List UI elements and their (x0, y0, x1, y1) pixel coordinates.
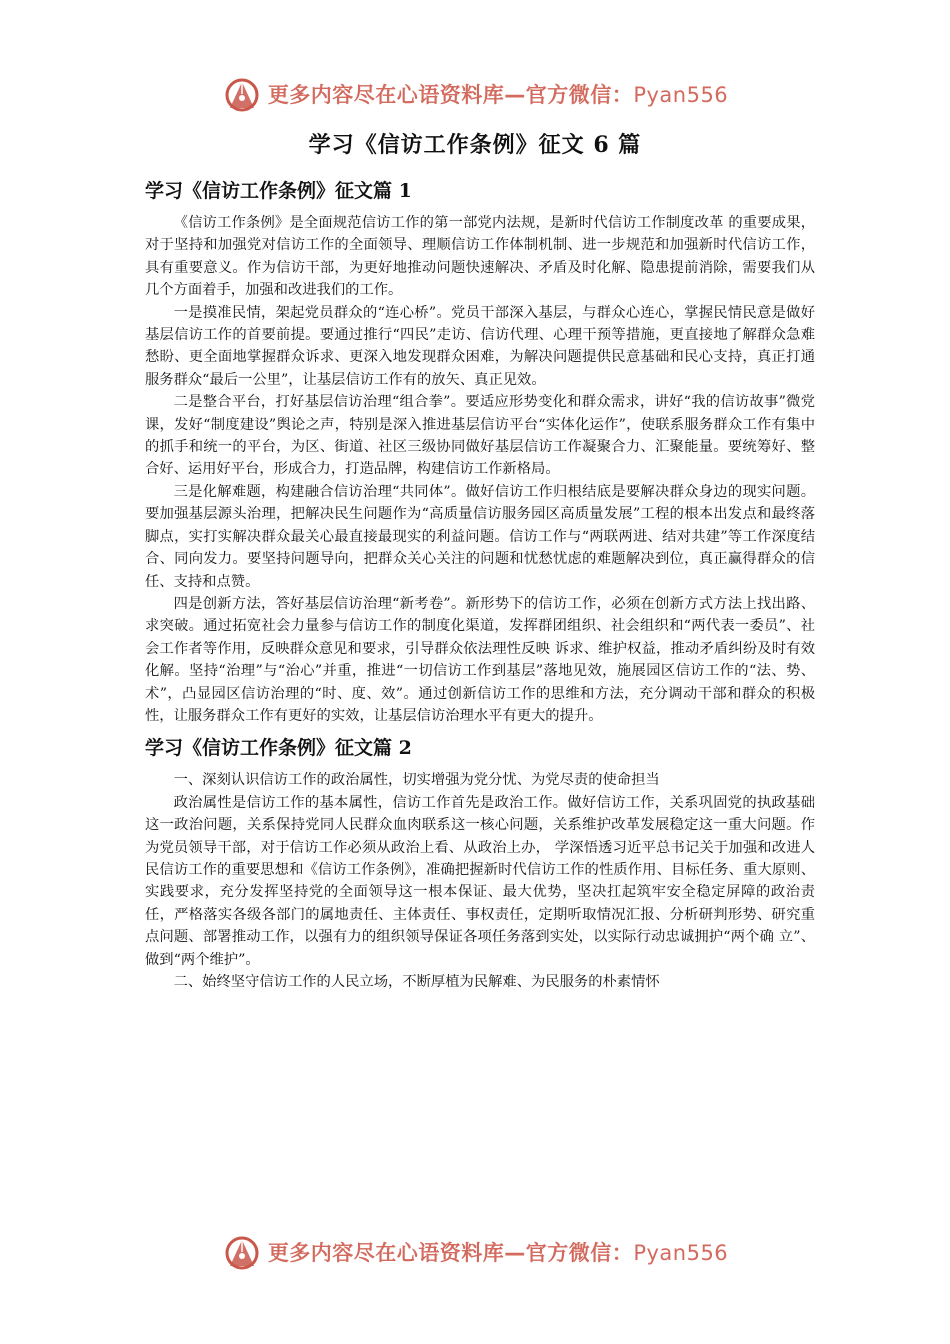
paragraph: 《信访工作条例》是全面规范信访工作的第一部党内法规，是新时代信访工作制度改革 的重要成果，对于坚持和加强党对信访工作的全面领导、理顺信访工作体制机制、进一步规范和加强新时代信访工作，具有重要意义。作为信访干部，为更好地推动问题快速解决、矛盾及时化解、隐患提前消除，需要我们从几个方面着手，加强和改进我们的工作。 (145, 215, 815, 299)
section-heading: 学习《信访工作条例》征文篇 2 (145, 737, 412, 760)
paragraph: 四是创新方法，答好基层信访治理“新考卷”。新形势下的信访工作，必须在创新方式方法上找出路、求突破。通过拓宽社会力量参与信访工作的制度化渠道，发挥群团组织、社会组织和“两代表一委员”、社会工作者等作用，反映群众意见和要求，引导群众依法理性反映 诉求、维护权益，推动矛盾纠纷及时有效化解。坚持“治理”与“治心”并重，推进“一切信访工作到基层”落地见效，施展园区信访工作的“法、势、术”，凸显园区信访治理的“时、度、效”。通过创新信访工作的思维和方法，充分调动干部和群众的积极性，让服务群众工作有更好的实效，让基层信访治理水平有更大的提升。 (145, 595, 815, 724)
section-heading: 学习《信访工作条例》征文篇 1 (145, 180, 412, 202)
banner-text (268, 79, 728, 109)
pen-nib-logo-icon (222, 1232, 262, 1272)
paragraph: 一、深刻认识信访工作的政治属性，切实增强为党分忧、为党尽责的使命担当 (173, 772, 660, 789)
footer-banner (0, 1230, 950, 1274)
header-banner (0, 72, 950, 116)
paragraph: 二、始终坚守信访工作的人民立场，不断厚植为民解难、为民服务的朴素情怀 (173, 974, 660, 990)
pen-nib-logo-icon (222, 74, 262, 114)
paragraph: 二是整合平台，打好基层信访治理“组合拳”。要适应形势变化和群众需求，讲好“我的信访故事”微党课，发好“制度建设”舆论之声，特别是深入推进基层信访平台“实体化运作”，使联系服务群众工作有集中的抓手和统一的平台，为区、街道、社区三级协同做好基层信访工作凝聚合力、汇聚能量。要统筹好、整合好、运用好平台，形成合力，打造品牌，构建信访工作新格局。 (145, 394, 815, 478)
wechat-id: Pyan556 (633, 83, 729, 107)
document-body (145, 176, 815, 993)
paragraph: 三是化解难题，构建融合信访治理“共同体”。做好信访工作归根结底是要解决群众身边的现实问题。要加强基层源头治理，把解决民生问题作为“高质量信访服务园区高质量发展”工程的根本出发点和最终落脚点，实打实解决群众最关心最直接最现实的利益问题。信访工作与“两联两进、结对共建”等工作深度结合、同向发力。要坚持问题导向，把群众关心关注的问题和忧愁忧虑的难题解决到位，真正赢得群众的信任、支持和点赞。 (145, 483, 815, 590)
paragraph: 政治属性是信访工作的基本属性，信访工作首先是政治工作。做好信访工作，关系巩固党的执政基础这一政治问题，关系保持党同人民群众血肉联系这一核心问题，关系维护改革发展稳定这一重大问题。作为党员领导干部，对于信访工作必须从政治上看、从政治上办， 学深悟透习近平总书记关于加强和改进人民信访工作的重要思想和《信访工作条例》，准确把握新时代信访工作的性质作用、目标任务、重大原则、实践要求，充分发挥坚持党的全面领导这一根本保证、最大优势，坚决扛起筑牢安全稳定屏障的政治责任，严格落实各级各部门的属地责任、主体责任、事权责任，定期听取情况汇报、分析研判形势、研究重点问题、部署推动工作，以强有力的组织领导保证各项任务落到实处，以实际行动忠诚拥护“两个确 立”、做到“两个维护”。 (145, 794, 815, 968)
document-title: 学习《信访工作条例》征文 6 篇 (308, 132, 642, 158)
banner-text (268, 1237, 728, 1267)
banner-slogan: 更多内容尽在心语资料库—官方微信： (267, 83, 634, 107)
paragraph: 一是摸准民情，架起党员群众的“连心桥”。党员干部深入基层，与群众心连心，掌握民情民意是做好基层信访工作的首要前提。要通过推行“四民”走访、信访代理、心理干预等措施，更直接地了解群众急难愁盼、更全面地掌握群众诉求、更深入地发现群众困难，为解决问题提供民意基础和民心支持，真正打通服务群众“最后一公里”，让基层信访工作有的放矢、真正见效。 (145, 304, 815, 388)
wechat-id: Pyan556 (633, 1241, 729, 1265)
banner-slogan: 更多内容尽在心语资料库—官方微信： (267, 1241, 634, 1265)
